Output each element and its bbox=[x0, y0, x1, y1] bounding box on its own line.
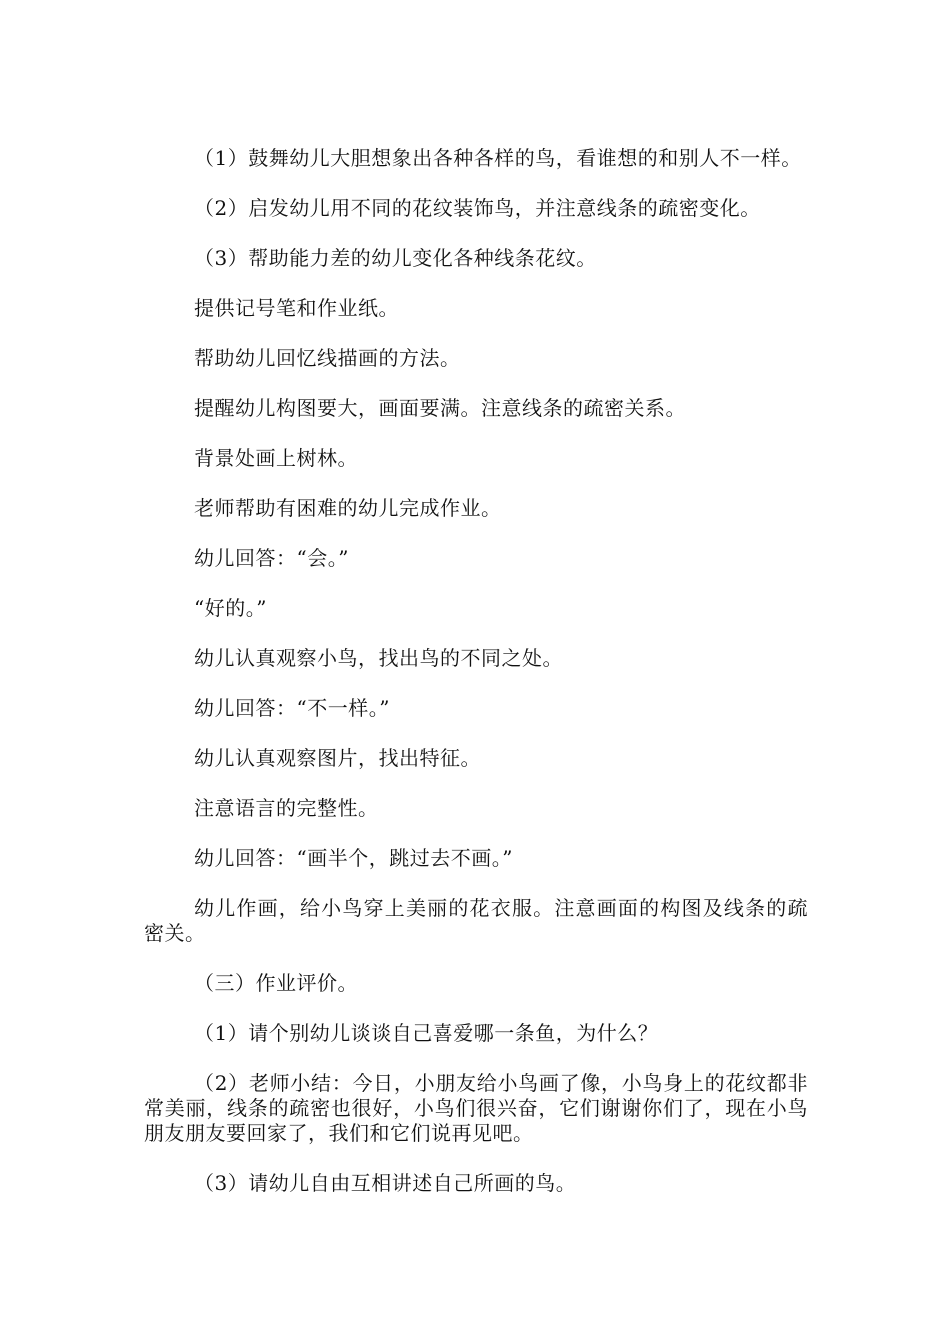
paragraph-5: 帮助幼儿回忆线描画的方法。 bbox=[194, 346, 461, 370]
paragraph-10: “好的。” bbox=[194, 596, 267, 620]
paragraph-11: 幼儿认真观察小鸟，找出鸟的不同之处。 bbox=[194, 646, 563, 670]
paragraph-8: 老师帮助有困难的幼儿完成作业。 bbox=[194, 496, 502, 520]
paragraph-2: （2）启发幼儿用不同的花纹装饰鸟，并注意线条的疏密变化。 bbox=[194, 196, 761, 220]
paragraph-16: 幼儿作画，给小鸟穿上美丽的花衣服。注意画面的构图及线条的疏密关。 bbox=[144, 896, 808, 945]
paragraph-17: （三）作业评价。 bbox=[194, 971, 358, 995]
paragraph-20: （3）请幼儿自由互相讲述自己所画的鸟。 bbox=[194, 1171, 577, 1195]
paragraph-7: 背景处画上树林。 bbox=[194, 446, 358, 470]
paragraph-9: 幼儿回答：“会。” bbox=[194, 546, 349, 570]
document-body bbox=[144, 146, 808, 1221]
paragraph-1: （1）鼓舞幼儿大胆想象出各种各样的鸟，看谁想的和别人不一样。 bbox=[194, 146, 802, 170]
paragraph-6: 提醒幼儿构图要大，画面要满。注意线条的疏密关系。 bbox=[194, 396, 686, 420]
paragraph-18: （1）请个别幼儿谈谈自己喜爱哪一条鱼，为什么？ bbox=[194, 1021, 659, 1045]
paragraph-12: 幼儿回答：“不一样。” bbox=[194, 696, 390, 720]
paragraph-15: 幼儿回答：“画半个，跳过去不画。” bbox=[194, 846, 513, 870]
paragraph-3: （3）帮助能力差的幼儿变化各种线条花纹。 bbox=[194, 246, 597, 270]
paragraph-13: 幼儿认真观察图片，找出特征。 bbox=[194, 746, 481, 770]
paragraph-19: （2）老师小结：今日，小朋友给小鸟画了像，小鸟身上的花纹都非常美丽，线条的疏密也很好，小鸟们很兴奋，它们谢谢你们了，现在小鸟朋友朋友要回家了，我们和它们说再见吧。 bbox=[144, 1071, 808, 1145]
paragraph-14: 注意语言的完整性。 bbox=[194, 796, 379, 820]
paragraph-4: 提供记号笔和作业纸。 bbox=[194, 296, 399, 320]
